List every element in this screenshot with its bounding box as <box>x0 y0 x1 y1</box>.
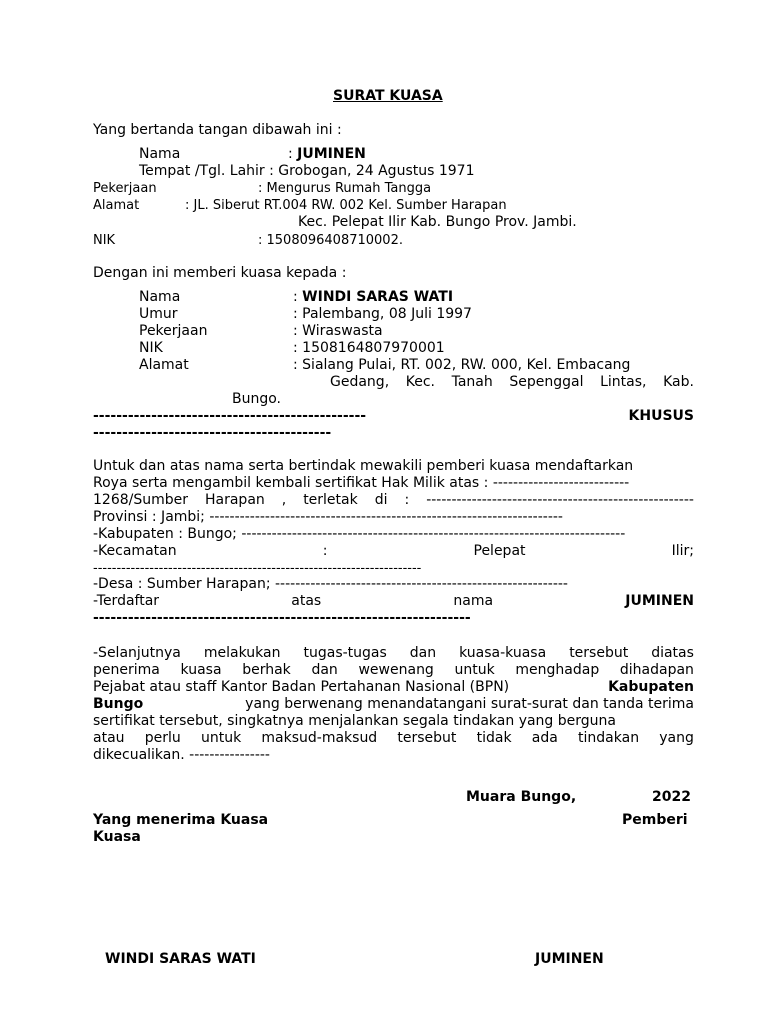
word: tersebut <box>569 645 629 661</box>
receiver-pekerjaan-value: : Wiraswasta <box>293 323 383 339</box>
receiver-alamat-value-2 <box>330 374 694 391</box>
word: : <box>322 543 328 559</box>
giver-pekerjaan-value: : Mengurus Rumah Tangga <box>258 181 432 196</box>
receiver-name: WINDI SARAS WATI <box>302 289 454 305</box>
giver-label: Pemberi <box>622 812 688 828</box>
word: tidak <box>476 730 512 746</box>
receiver-nama-value: : WINDI SARAS WATI <box>293 289 454 305</box>
word: berhak <box>242 662 291 678</box>
word: melakukan <box>203 645 281 661</box>
word: -Terdaftar <box>93 593 160 609</box>
body2-line6 <box>93 730 694 747</box>
word: diatas <box>651 645 694 661</box>
receiver-pekerjaan-label: Pekerjaan <box>139 323 208 339</box>
body2-line7: dikecualikan. ---------------- <box>93 747 270 763</box>
word: Pelepat <box>473 543 526 559</box>
word: ----------------------------------------------------- <box>426 492 694 508</box>
giver-nama-value: : JUMINEN <box>288 146 366 162</box>
receiver-nama-label: Nama <box>139 289 181 305</box>
receiver-alamat-value-3: Bungo. <box>232 391 282 407</box>
body2-line4 <box>93 696 694 713</box>
khusus-dashes-2: ----------------------------------------- <box>93 425 332 441</box>
body2-line1 <box>93 645 694 662</box>
word: Harapan <box>204 492 265 508</box>
word: tindakan <box>578 730 640 746</box>
body2-line5: sertifikat tersebut, singkatnya menjalankan segala tindakan yang berguna <box>93 713 616 729</box>
body1-provinsi: Provinsi : Jambi; ---------------------------------------------------------------------- <box>93 509 563 525</box>
word: maksud-maksud <box>261 730 378 746</box>
body1-line1: Untuk dan atas nama serta bertindak mewakili pemberi kuasa mendaftarkan <box>93 458 634 474</box>
word: Sepenggal <box>509 374 584 390</box>
giver-ttl: Tempat /Tgl. Lahir : Grobogan, 24 Agustus 1971 <box>139 163 475 179</box>
giver-alamat-value-2: Kec. Pelepat Ilir Kab. Bungo Prov. Jambi. <box>298 214 577 230</box>
body1-desa: -Desa : Sumber Harapan; ---------------------------------------------------------- <box>93 576 568 592</box>
body2-line3-bold: Kabupaten <box>608 679 694 695</box>
body1-kecamatan-dashes: ---------------------------------------------------------------------- <box>93 561 422 576</box>
word: Tanah <box>451 374 493 390</box>
giver-nama-label: Nama <box>139 146 181 162</box>
word: tersebut <box>397 730 457 746</box>
word: kuasa-kuasa <box>459 645 547 661</box>
word: dan <box>409 645 437 661</box>
receiver-alamat-value: : Sialang Pulai, RT. 002, RW. 000, Kel. Embacang <box>293 357 631 373</box>
body1-line3 <box>93 492 694 509</box>
word: : <box>404 492 410 508</box>
body1-terdaftar-dashes: ----------------------------------------------------------------- <box>93 610 471 626</box>
word: perlu <box>144 730 181 746</box>
giver-alamat-value: : JL. Siberut RT.004 RW. 002 Kel. Sumber Harapan <box>185 198 507 213</box>
receiver-label: Yang menerima Kuasa <box>93 812 269 828</box>
word: Kec. <box>405 374 435 390</box>
body1-kecamatan <box>93 543 694 560</box>
khusus-dashes: ----------------------------------------------- <box>93 408 367 424</box>
body1-line2: Roya serta mengambil kembali sertifikat Hak Milik atas : --------------------------- <box>93 475 630 491</box>
receiver-nik-value: : 1508164807970001 <box>293 340 445 356</box>
body2-line3 <box>93 679 694 696</box>
body2-line4-text: yang berwenang menandatangani surat-surat dan tanda terima <box>245 696 694 712</box>
giver-pekerjaan-label: Pekerjaan <box>93 181 157 196</box>
word: 1268/Sumber <box>93 492 188 508</box>
body2-line4-bold: Bungo <box>93 696 144 712</box>
word: dihadapan <box>619 662 694 678</box>
word: Kab. <box>663 374 694 390</box>
receiver-umur-label: Umur <box>139 306 178 322</box>
document-title: SURAT KUASA <box>333 88 443 104</box>
word: Gedang, <box>330 374 390 390</box>
transfer-intro: Dengan ini memberi kuasa kepada : <box>93 265 347 281</box>
word: , <box>281 492 287 508</box>
word: menghadap <box>515 662 600 678</box>
closing-year: 2022 <box>652 789 691 805</box>
giver-nik-label: NIK <box>93 233 116 248</box>
closing-place: Muara Bungo, <box>466 789 577 805</box>
word: dan <box>311 662 338 678</box>
word: wewenang <box>358 662 434 678</box>
word: -Selanjutnya <box>93 645 181 661</box>
word: JUMINEN <box>625 593 694 609</box>
receiver-signature-name: WINDI SARAS WATI <box>105 951 256 967</box>
word: di <box>374 492 388 508</box>
word: yang <box>659 730 694 746</box>
word: Ilir; <box>671 543 694 559</box>
receiver-label-2: Kuasa <box>93 829 141 845</box>
word: atau <box>93 730 125 746</box>
word: tugas-tugas <box>303 645 387 661</box>
body1-kabupaten: -Kabupaten : Bungo; ---------------------------------------------------------------------------- <box>93 526 626 542</box>
receiver-nik-label: NIK <box>139 340 163 356</box>
word: atas <box>291 593 322 609</box>
receiver-alamat-label: Alamat <box>139 357 189 373</box>
body2-line3-text: Pejabat atau staff Kantor Badan Pertahanan Nasional (BPN) <box>93 679 510 695</box>
giver-name: JUMINEN <box>297 146 366 162</box>
word: nama <box>453 593 494 609</box>
word: kuasa <box>180 662 222 678</box>
word: untuk <box>454 662 495 678</box>
receiver-umur-value: : Palembang, 08 Juli 1997 <box>293 306 472 322</box>
word: -Kecamatan <box>93 543 177 559</box>
giver-alamat-label: Alamat <box>93 198 140 213</box>
word: Lintas, <box>600 374 647 390</box>
khusus-word: KHUSUS <box>628 408 694 424</box>
word: untuk <box>200 730 242 746</box>
khusus-line <box>93 408 694 425</box>
word: ada <box>531 730 558 746</box>
giver-nik-value: : 1508096408710002. <box>258 233 403 248</box>
intro-text: Yang bertanda tangan dibawah ini : <box>93 122 342 138</box>
word: penerima <box>93 662 160 678</box>
body1-terdaftar <box>93 593 694 610</box>
giver-signature-name: JUMINEN <box>535 951 604 967</box>
body2-line2 <box>93 662 694 679</box>
word: terletak <box>303 492 358 508</box>
